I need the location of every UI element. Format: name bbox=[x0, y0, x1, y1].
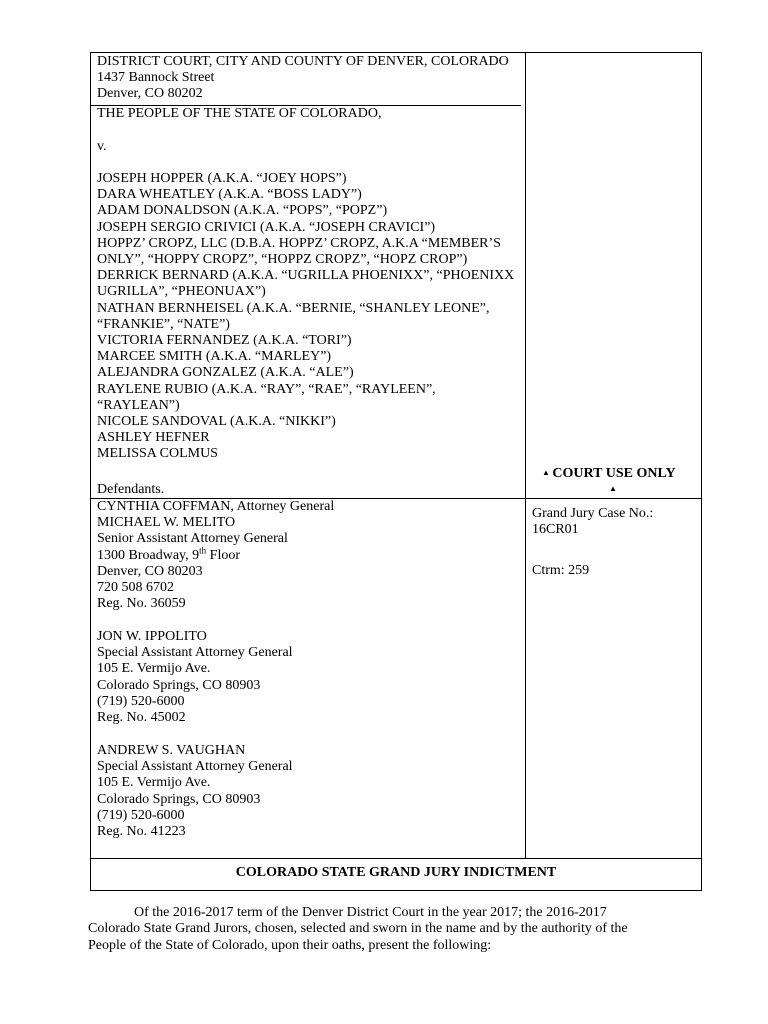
court-city: Denver, CO 80202 bbox=[97, 86, 203, 102]
intro-paragraph: Of the 2016-2017 term of the Denver District Court in the year 2017; the 2016-2017 Colorado State Grand Jurors, chosen, selected and sworn in the name and by the authority of the People of the State of Colorado, upon their oaths, present the following: bbox=[88, 905, 628, 953]
column-divider bbox=[525, 53, 526, 858]
case-caption-table bbox=[90, 52, 702, 891]
court-street: 1437 Bannock Street bbox=[97, 70, 215, 86]
case-info bbox=[532, 506, 697, 538]
title-row-divider bbox=[91, 858, 701, 859]
court-use-only-label: COURT USE ONLY bbox=[552, 466, 676, 481]
plaintiff: THE PEOPLE OF THE STATE OF COLORADO, bbox=[97, 106, 382, 121]
attorney-1-names: CYNTHIA COFFMAN, Attorney General MICHAEL W. MELITO Senior Assistant Attorney General bbox=[97, 499, 335, 547]
versus: v. bbox=[97, 139, 107, 154]
defendants-list: JOSEPH HOPPER (A.K.A. “JOEY HOPS”) DARA WHEATLEY (A.K.A. “BOSS LADY”) ADAM DONALDSON (A.K.A. “POPS”, “POPZ”) JOSEPH SERGIO CRIVICI (A.K.A. “JOSEPH CRAVICI”) HOPPZ’ CROPZ, LLC (D.B.A. HOPPZ’ CROPZ, A.K.A “MEMBER’S ONLY”, “HOPPY CROPZ”, “HOPPZ CROPZ”, “HOPZ CROP”) DERRICK BERNARD (A.K.A. “UGRILLA PHOENIXX”, “PHOENIXX UGRILLA”, “PHEONUAX”) NATHAN BERNHEISEL (A.K.A. “BERNIE, “SHANLEY LEONE”, “FRANKIE”, “NATE”) VICTORIA FERNANDEZ (A.K.A. “TORI”) MARCEE SMITH (A.K.A. “MARLEY”) ALEJANDRA GONZALEZ (A.K.A. “ALE”) RAYLENE RUBIO (A.K.A. “RAY”, “RAE”, “RAYLEEN”, “RAYLEAN”) NICOLE SANDOVAL (A.K.A. “NIKKI”) ASHLEY HEFNER MELISSA COLMUS bbox=[97, 171, 515, 462]
triangle-up-icon: ▲ bbox=[609, 484, 617, 493]
attorney-block-3: ANDREW S. VAUGHAN Special Assistant Attorney General 105 E. Vermijo Ave. Colorado Springs, CO 80903 (719) 520-6000 Reg. No. 41223 bbox=[97, 743, 293, 840]
document-title: COLORADO STATE GRAND JURY INDICTMENT bbox=[235, 865, 557, 880]
attorney-block-2: JON W. IPPOLITO Special Assistant Attorney General 105 E. Vermijo Ave. Colorado Springs, CO 80903 (719) 520-6000 Reg. No. 45002 bbox=[97, 629, 293, 726]
courtroom: Ctrm: 259 bbox=[532, 563, 590, 578]
case-number: 16CR01 bbox=[532, 522, 579, 538]
case-number-label: Grand Jury Case No.: bbox=[532, 506, 654, 521]
attorney-block-1 bbox=[97, 499, 521, 612]
triangle-up-icon: ▲ bbox=[542, 468, 550, 477]
attorney-1-contact: Denver, CO 80203 720 508 6702 Reg. No. 36059 bbox=[97, 563, 203, 612]
attorney-1-address: 1300 Broadway, 9th Floor bbox=[97, 544, 240, 563]
defendants-label: Defendants. bbox=[97, 482, 165, 497]
court-header bbox=[97, 54, 521, 103]
court-name: DISTRICT COURT, CITY AND COUNTY OF DENVER, COLORADO bbox=[97, 54, 509, 69]
